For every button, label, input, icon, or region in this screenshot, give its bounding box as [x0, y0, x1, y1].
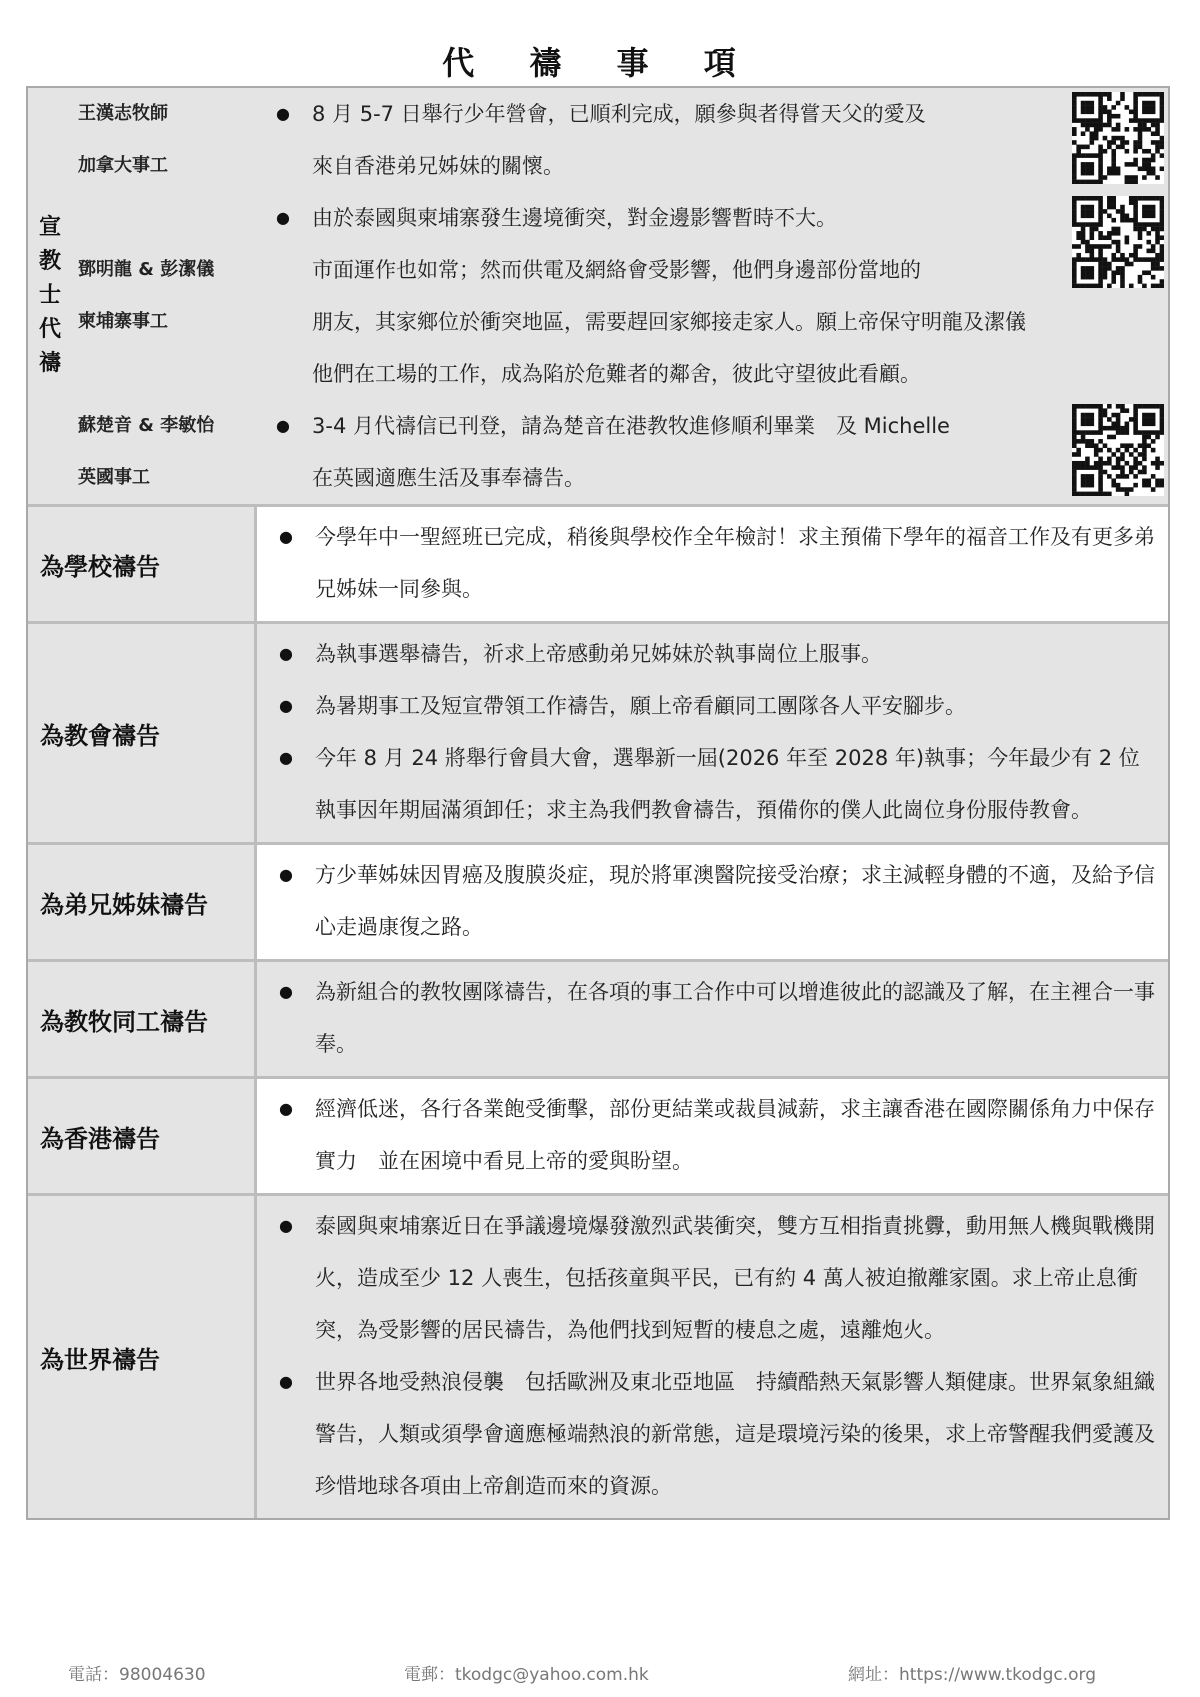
list-item — [257, 1083, 1158, 1187]
prayer-section — [28, 845, 1168, 962]
missionary-name-line: 柬埔寨事工 — [78, 311, 168, 332]
missionary-line-text: 3-4 月代禱信已刊登，請為楚音在港教牧進修順利畢業 及 Michelle — [312, 414, 950, 438]
missionary-line — [254, 192, 1062, 244]
bullet-icon: ● — [276, 208, 290, 227]
item-text: 方少華姊妹因胃癌及腹膜炎症，現於將軍澳醫院接受治療；求主減輕身體的不適，及給予信心走過康復之路。 — [315, 863, 1155, 939]
missionary-line-text: 8 月 5-7 日舉行少年營會，已順利完成，願參與者得嘗天父的愛及 — [312, 102, 926, 126]
section-label: 為教牧同工禱告 — [40, 1007, 208, 1036]
missionary-line-text: 在英國適應生活及事奉禱告。 — [312, 466, 585, 490]
missionary-line — [254, 348, 1062, 400]
missionary-names — [72, 192, 254, 400]
footer-website[interactable]: 網址：https://www.tkodgc.org — [848, 1665, 1097, 1685]
section-body — [254, 845, 1168, 959]
prayer-section — [28, 624, 1168, 845]
list-item — [257, 1200, 1158, 1356]
list-item — [257, 511, 1158, 615]
missionary-line-text: 朋友，其家鄉位於衝突地區，需要趕回家鄉接走家人。願上帝保守明龍及潔儀 — [312, 310, 1026, 334]
section-label: 為學校禱告 — [40, 552, 160, 581]
missionary-line-text: 他們在工場的工作，成為陷於危難者的鄰舍，彼此守望彼此看顧。 — [312, 362, 921, 386]
prayer-section — [28, 1079, 1168, 1196]
prayer-section — [28, 1196, 1168, 1518]
bullet-icon: ● — [279, 644, 293, 663]
section-label: 為香港禱告 — [40, 1124, 160, 1153]
list-item — [257, 732, 1158, 836]
missionary-entry — [72, 192, 1168, 400]
item-text: 泰國與柬埔寨近日在爭議邊境爆發激烈武裝衝突，雙方互相指責挑釁，動用無人機與戰機開火，造成至少 12 人喪生，包括孩童與平民，已有約 4 萬人被迫撤離家園。求上帝止息衝突，為受影響的居民禱告，為他們找到短暫的棲息之處，遠離炮火。 — [315, 1214, 1155, 1342]
page-title: 代 禱 事 項 — [442, 44, 758, 82]
item-text: 今學年中一聖經班已完成，稍後與學校作全年檢討！求主預備下學年的福音工作及有更多弟兄姊妹一同參與。 — [315, 525, 1155, 601]
bullet-icon — [254, 452, 312, 504]
prayer-table — [26, 86, 1170, 1520]
missionary-line-text: 由於泰國與柬埔寨發生邊境衝突，對金邊影響暫時不大。 — [312, 206, 837, 230]
missionary-line-text: 市面運作也如常；然而供電及網絡會受影響，他們身邊部份當地的 — [312, 258, 921, 282]
missionary-name-line: 王漢志牧師 — [78, 103, 168, 124]
list-item — [257, 966, 1158, 1070]
missionary-line — [254, 244, 1062, 296]
list-item — [257, 849, 1158, 953]
missionary-name-line — [78, 348, 254, 400]
bullet-icon — [254, 140, 312, 192]
missionary-line-text: 來自香港弟兄姊妹的關懷。 — [312, 154, 564, 178]
bullet-icon: ● — [276, 416, 290, 435]
missionary-content — [254, 192, 1066, 400]
qr-code-icon — [1072, 404, 1164, 496]
bullet-icon — [254, 348, 312, 400]
missionary-content — [254, 88, 1066, 192]
bullet-icon: ● — [279, 1216, 293, 1235]
item-text: 今年 8 月 24 將舉行會員大會，選舉新一屆(2026 年至 2028 年)執事；今年最少有 2 位執事因年期屆滿須卸任；求主為我們教會禱告，預備你的僕人此崗位身份服侍教會。 — [315, 746, 1140, 822]
bullet-icon — [254, 244, 312, 296]
list-item — [257, 628, 1158, 680]
missionary-line — [254, 400, 1062, 452]
missionary-name-line: 鄧明龍 & 彭潔儀 — [78, 259, 215, 280]
bullet-icon: ● — [279, 696, 293, 715]
missionary-label: 宣教士代禱 — [38, 215, 61, 376]
bullet-icon: ● — [279, 748, 293, 767]
footer-email: 電郵：tkodgc@yahoo.com.hk — [404, 1665, 649, 1685]
missionary-line — [254, 140, 1062, 192]
section-label: 為世界禱告 — [40, 1345, 160, 1374]
prayer-section — [28, 962, 1168, 1079]
bullet-icon: ● — [279, 1372, 293, 1391]
missionary-section — [28, 88, 1168, 507]
bullet-icon — [254, 296, 312, 348]
item-text: 世界各地受熱浪侵襲 包括歐洲及東北亞地區 持續酷熱天氣影響人類健康。世界氣象組織警告，人類或須學會適應極端熱浪的新常態，這是環境污染的後果，求上帝警醒我們愛護及珍惜地球各項由上帝創造而來的資源。 — [315, 1370, 1155, 1498]
section-body — [254, 1079, 1168, 1193]
section-body — [254, 624, 1168, 842]
section-label: 為弟兄姊妹禱告 — [40, 890, 208, 919]
prayer-section — [28, 507, 1168, 624]
item-text: 為暑期事工及短宣帶領工作禱告，願上帝看顧同工團隊各人平安腳步。 — [315, 694, 966, 718]
prayer-sections — [28, 507, 1168, 1518]
qr-code-icon — [1072, 196, 1164, 288]
missionary-name-line: 蘇楚音 & 李敏怡 — [78, 415, 215, 436]
missionary-name-line: 英國事工 — [78, 467, 150, 488]
section-body — [254, 962, 1168, 1076]
list-item — [257, 1356, 1158, 1512]
item-text: 為執事選舉禱告，祈求上帝感動弟兄姊妹於執事崗位上服事。 — [315, 642, 882, 666]
missionary-line — [254, 296, 1062, 348]
list-item — [257, 680, 1158, 732]
item-text: 經濟低迷，各行各業飽受衝擊，部份更結業或裁員減薪，求主讓香港在國際關係角力中保存實力 並在困境中看見上帝的愛與盼望。 — [315, 1097, 1155, 1173]
missionary-entry — [72, 400, 1168, 504]
bullet-icon: ● — [279, 982, 293, 1001]
missionary-names — [72, 400, 254, 504]
bullet-icon: ● — [276, 104, 290, 123]
missionary-entries — [72, 88, 1168, 504]
missionary-name-line — [78, 192, 254, 244]
missionary-entry — [72, 88, 1168, 192]
section-body — [254, 507, 1168, 621]
item-text: 為新組合的教牧團隊禱告，在各項的事工合作中可以增進彼此的認識及了解，在主裡合一事奉。 — [315, 980, 1155, 1056]
section-body — [254, 1196, 1168, 1518]
missionary-content — [254, 400, 1066, 504]
missionary-line — [254, 88, 1062, 140]
missionary-name-line: 加拿大事工 — [78, 155, 168, 176]
qr-code-icon — [1072, 92, 1164, 184]
bullet-icon: ● — [279, 865, 293, 884]
bullet-icon: ● — [279, 1099, 293, 1118]
section-label: 為教會禱告 — [40, 721, 160, 750]
bullet-icon: ● — [279, 527, 293, 546]
footer-phone: 電話：98004630 — [68, 1665, 206, 1685]
missionary-line — [254, 452, 1062, 504]
missionary-names — [72, 88, 254, 192]
